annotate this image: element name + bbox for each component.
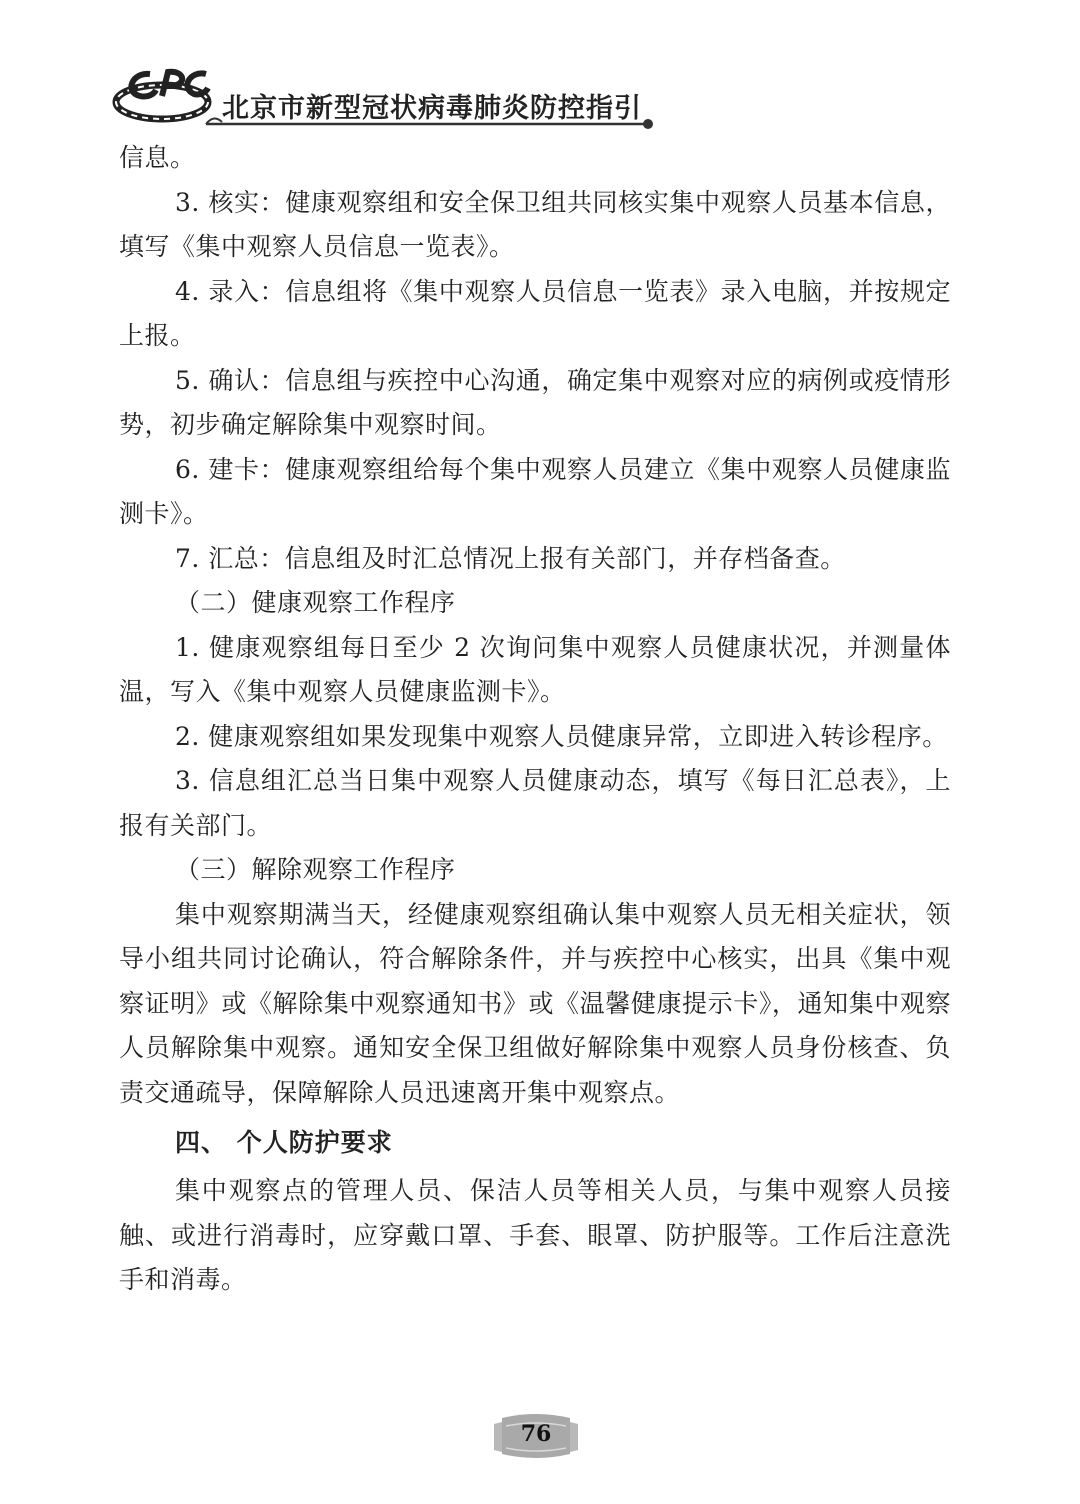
paragraph: 4. 录入：信息组将《集中观察人员信息一览表》录入电脑，并按规定上报。 bbox=[119, 276, 951, 350]
header-divider bbox=[110, 62, 670, 132]
paragraph: 5. 确认：信息组与疾控中心沟通，确定集中观察对应的病例或疫情形势，初步确定解除集中观察时间。 bbox=[119, 365, 951, 439]
page-number-badge bbox=[490, 1412, 582, 1460]
section-heading: 四、 个人防护要求 bbox=[175, 1128, 393, 1157]
subsection-heading: （二）健康观察工作程序 bbox=[175, 588, 456, 617]
paragraph: 3. 信息组汇总当日集中观察人员健康动态，填写《每日汇总表》，上报有关部门。 bbox=[119, 766, 951, 840]
document-body bbox=[119, 136, 951, 1303]
paragraph: 信息。 bbox=[119, 143, 196, 172]
paragraph: 集中观察点的管理人员、保洁人员等相关人员，与集中观察人员接触、或进行消毒时，应穿戴口罩、手套、眼罩、防护服等。工作后注意洗手和消毒。 bbox=[119, 1176, 951, 1294]
page-number: 76 bbox=[520, 1421, 552, 1447]
page-header bbox=[110, 62, 670, 132]
paragraph: 6. 建卡：健康观察组给每个集中观察人员建立《集中观察人员健康监测卡》。 bbox=[119, 454, 951, 528]
paragraph: 7. 汇总：信息组及时汇总情况上报有关部门，并存档备查。 bbox=[175, 543, 846, 573]
paragraph: 3. 核实：健康观察组和安全保卫组共同核实集中观察人员基本信息，填写《集中观察人员信息一览表》。 bbox=[119, 187, 951, 261]
paragraph: 1. 健康观察组每日至少 2 次询问集中观察人员健康状况，并测量体温，写入《集中观察人员健康监测卡》。 bbox=[119, 632, 951, 706]
paragraph: 集中观察期满当天，经健康观察组确认集中观察人员无相关症状，领导小组共同讨论确认，符合解除条件，并与疾控中心核实，出具《集中观察证明》或《解除集中观察通知书》或《温馨健康提示卡》，通知集中观察人员解除集中观察。通知安全保卫组做好解除集中观察人员身份核查、负责交通疏导，保障解除人员迅速离开集中观察点。 bbox=[119, 899, 951, 1107]
header-title: 北京市新型冠状病毒肺炎防控指引 bbox=[222, 93, 642, 124]
paragraph: 2. 健康观察组如果发现集中观察人员健康异常，立即进入转诊程序。 bbox=[175, 721, 948, 751]
subsection-heading: （三）解除观察工作程序 bbox=[175, 855, 456, 884]
